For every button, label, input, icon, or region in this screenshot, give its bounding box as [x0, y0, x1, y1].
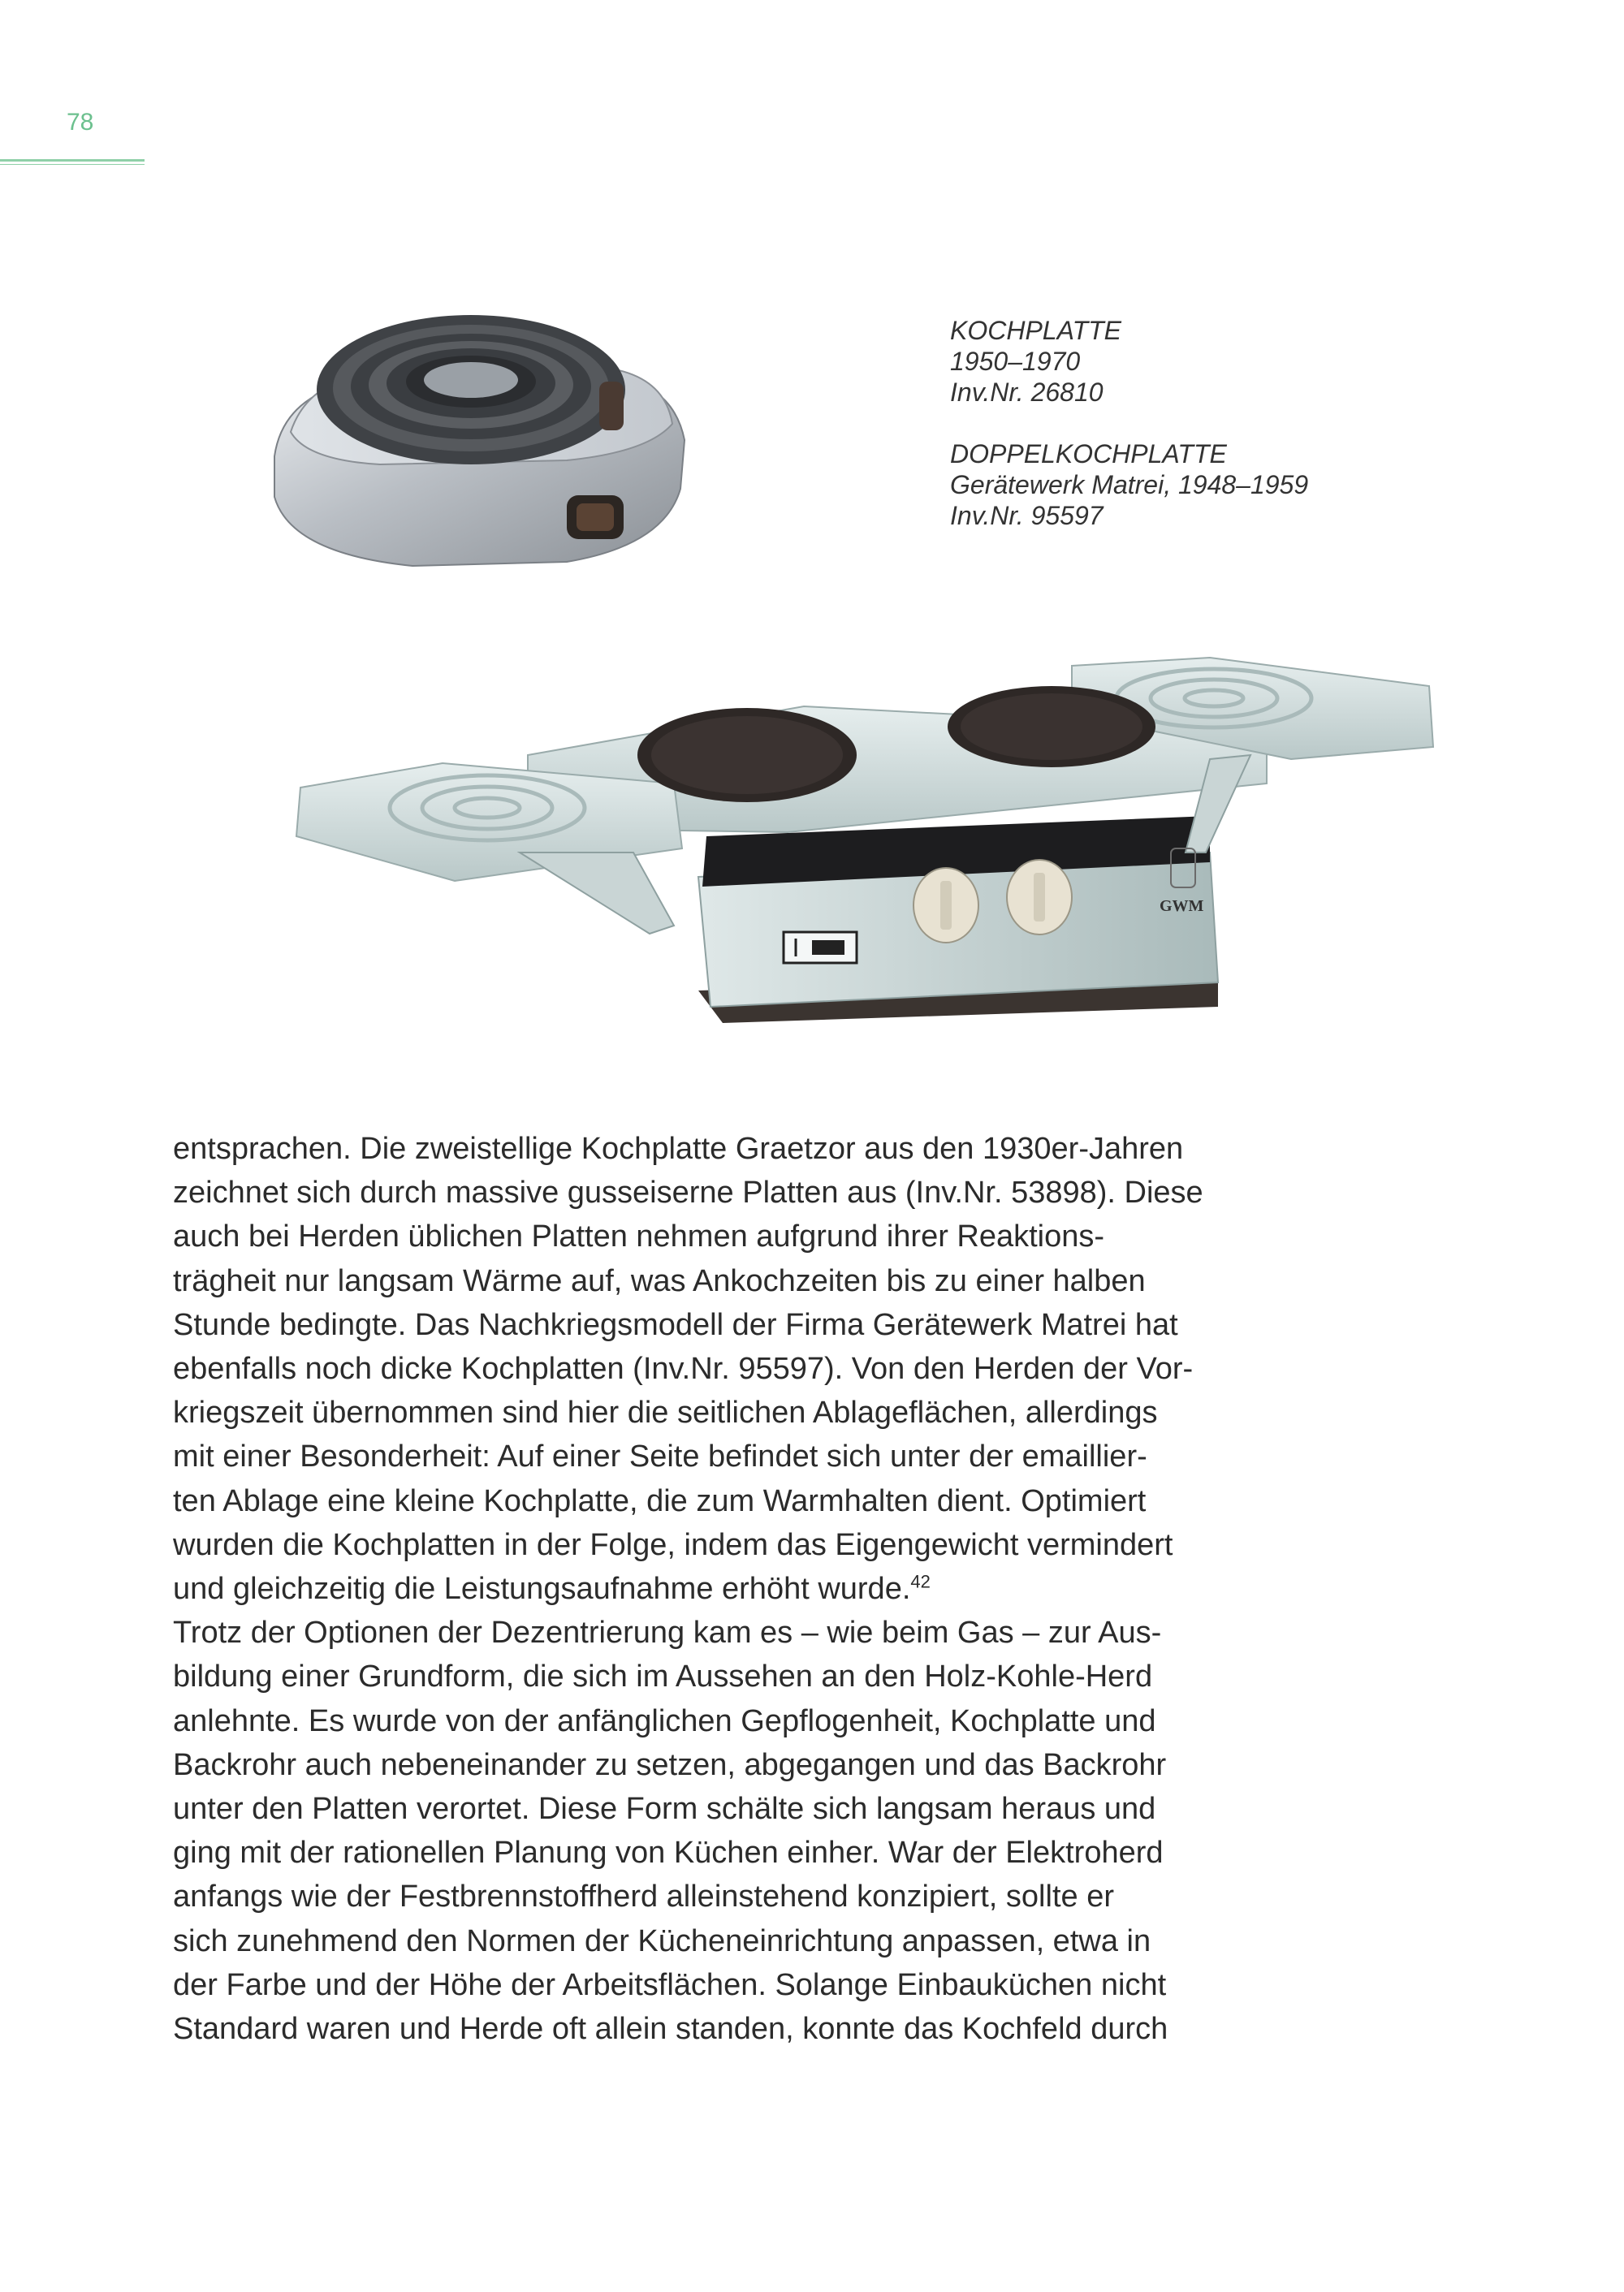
text-line: ebenfalls noch dicke Kochplatten (Inv.Nr. 95597). Von den Herden der Vor- [173, 1352, 1194, 1387]
text-line: bildung einer Grundform, die sich im Aussehen an den Holz-Kohle-Herd [173, 1660, 1153, 1694]
caption-double-maker: Gerätewerk Matrei, 1948–1959 [950, 470, 1309, 499]
text-line: entsprachen. Die zweistellige Kochplatte Graetzor aus den 1930er-Jahren [173, 1132, 1184, 1166]
figure-hotplate [258, 286, 721, 578]
text-line: Standard waren und Herde oft allein standen, konnte das Kochfeld durch [173, 2012, 1168, 2047]
text-line: der Farbe und der Höhe der Arbeitsflächen. Solange Einbauküchen nicht [173, 1967, 1167, 2002]
text-line: anlehnte. Es wurde von der anfänglichen Gepflogenheit, Kochplatte und [173, 1703, 1156, 1738]
text-line: ten Ablage eine kleine Kochplatte, die zum Warmhalten dient. Optimiert [173, 1483, 1147, 1518]
text-line: sich zunehmend den Normen der Kücheneinrichtung anpassen, etwa in [173, 1923, 1151, 1958]
caption-hotplate-title: KOCHPLATTE [950, 316, 1121, 345]
caption-double-inv: Inv.Nr. 95597 [950, 501, 1104, 530]
text-line: Backrohr auch nebeneinander zu setzen, abgegangen und das Backrohr [173, 1747, 1167, 1782]
brand-mark: GWM [1160, 897, 1204, 915]
paragraph-2 [173, 1611, 1253, 2051]
text-line: auch bei Herden üblichen Platten nehmen aufgrund ihrer Reaktions- [173, 1219, 1105, 1254]
figure-captions [950, 315, 1308, 531]
page-number: 78 [67, 109, 94, 136]
text-line: zeichnet sich durch massive gusseiserne Platten aus (Inv.Nr. 53898). Diese [173, 1176, 1203, 1211]
paragraph-1 [173, 1127, 1253, 1611]
text-line: und gleichzeitig die Leistungsaufnahme erhöht wurde. [173, 1572, 911, 1607]
text-line: Stunde bedingte. Das Nachkriegsmodell der Firma Gerätewerk Matrei hat [173, 1307, 1178, 1342]
caption-double-title: DOPPELKOCHPLATTE [950, 439, 1227, 468]
text-line: wurden die Kochplatten in der Folge, indem das Eigengewicht vermindert [173, 1527, 1173, 1562]
caption-hotplate-date: 1950–1970 [950, 347, 1081, 376]
text-line: mit einer Besonderheit: Auf einer Seite befindet sich unter der emaillier- [173, 1440, 1147, 1474]
text-line: anfangs wie der Festbrennstoffherd alleinstehend konzipiert, sollte er [173, 1880, 1114, 1914]
text-line: unter den Platten verortet. Diese Form schälte sich langsam heraus und [173, 1792, 1156, 1827]
body-text [173, 1127, 1253, 2051]
text-line: Trotz der Optionen der Dezentrierung kam es – wie beim Gas – zur Aus- [173, 1616, 1162, 1651]
footnote-ref: 42 [910, 1571, 931, 1592]
figure-double-hotplate [292, 650, 1445, 1039]
double-hotplate-icon [292, 650, 1445, 1039]
caption-hotplate-inv: Inv.Nr. 26810 [950, 378, 1104, 407]
header-rule [0, 159, 145, 162]
header-rule-thin [0, 164, 145, 165]
text-line: kriegszeit übernommen sind hier die seitlichen Ablageflächen, allerdings [173, 1396, 1158, 1431]
text-line: ging mit der rationellen Planung von Küchen einher. War der Elektroherd [173, 1836, 1164, 1871]
text-line: trägheit nur langsam Wärme auf, was Ankochzeiten bis zu einer halben [173, 1263, 1146, 1298]
single-hotplate-icon [258, 286, 721, 578]
